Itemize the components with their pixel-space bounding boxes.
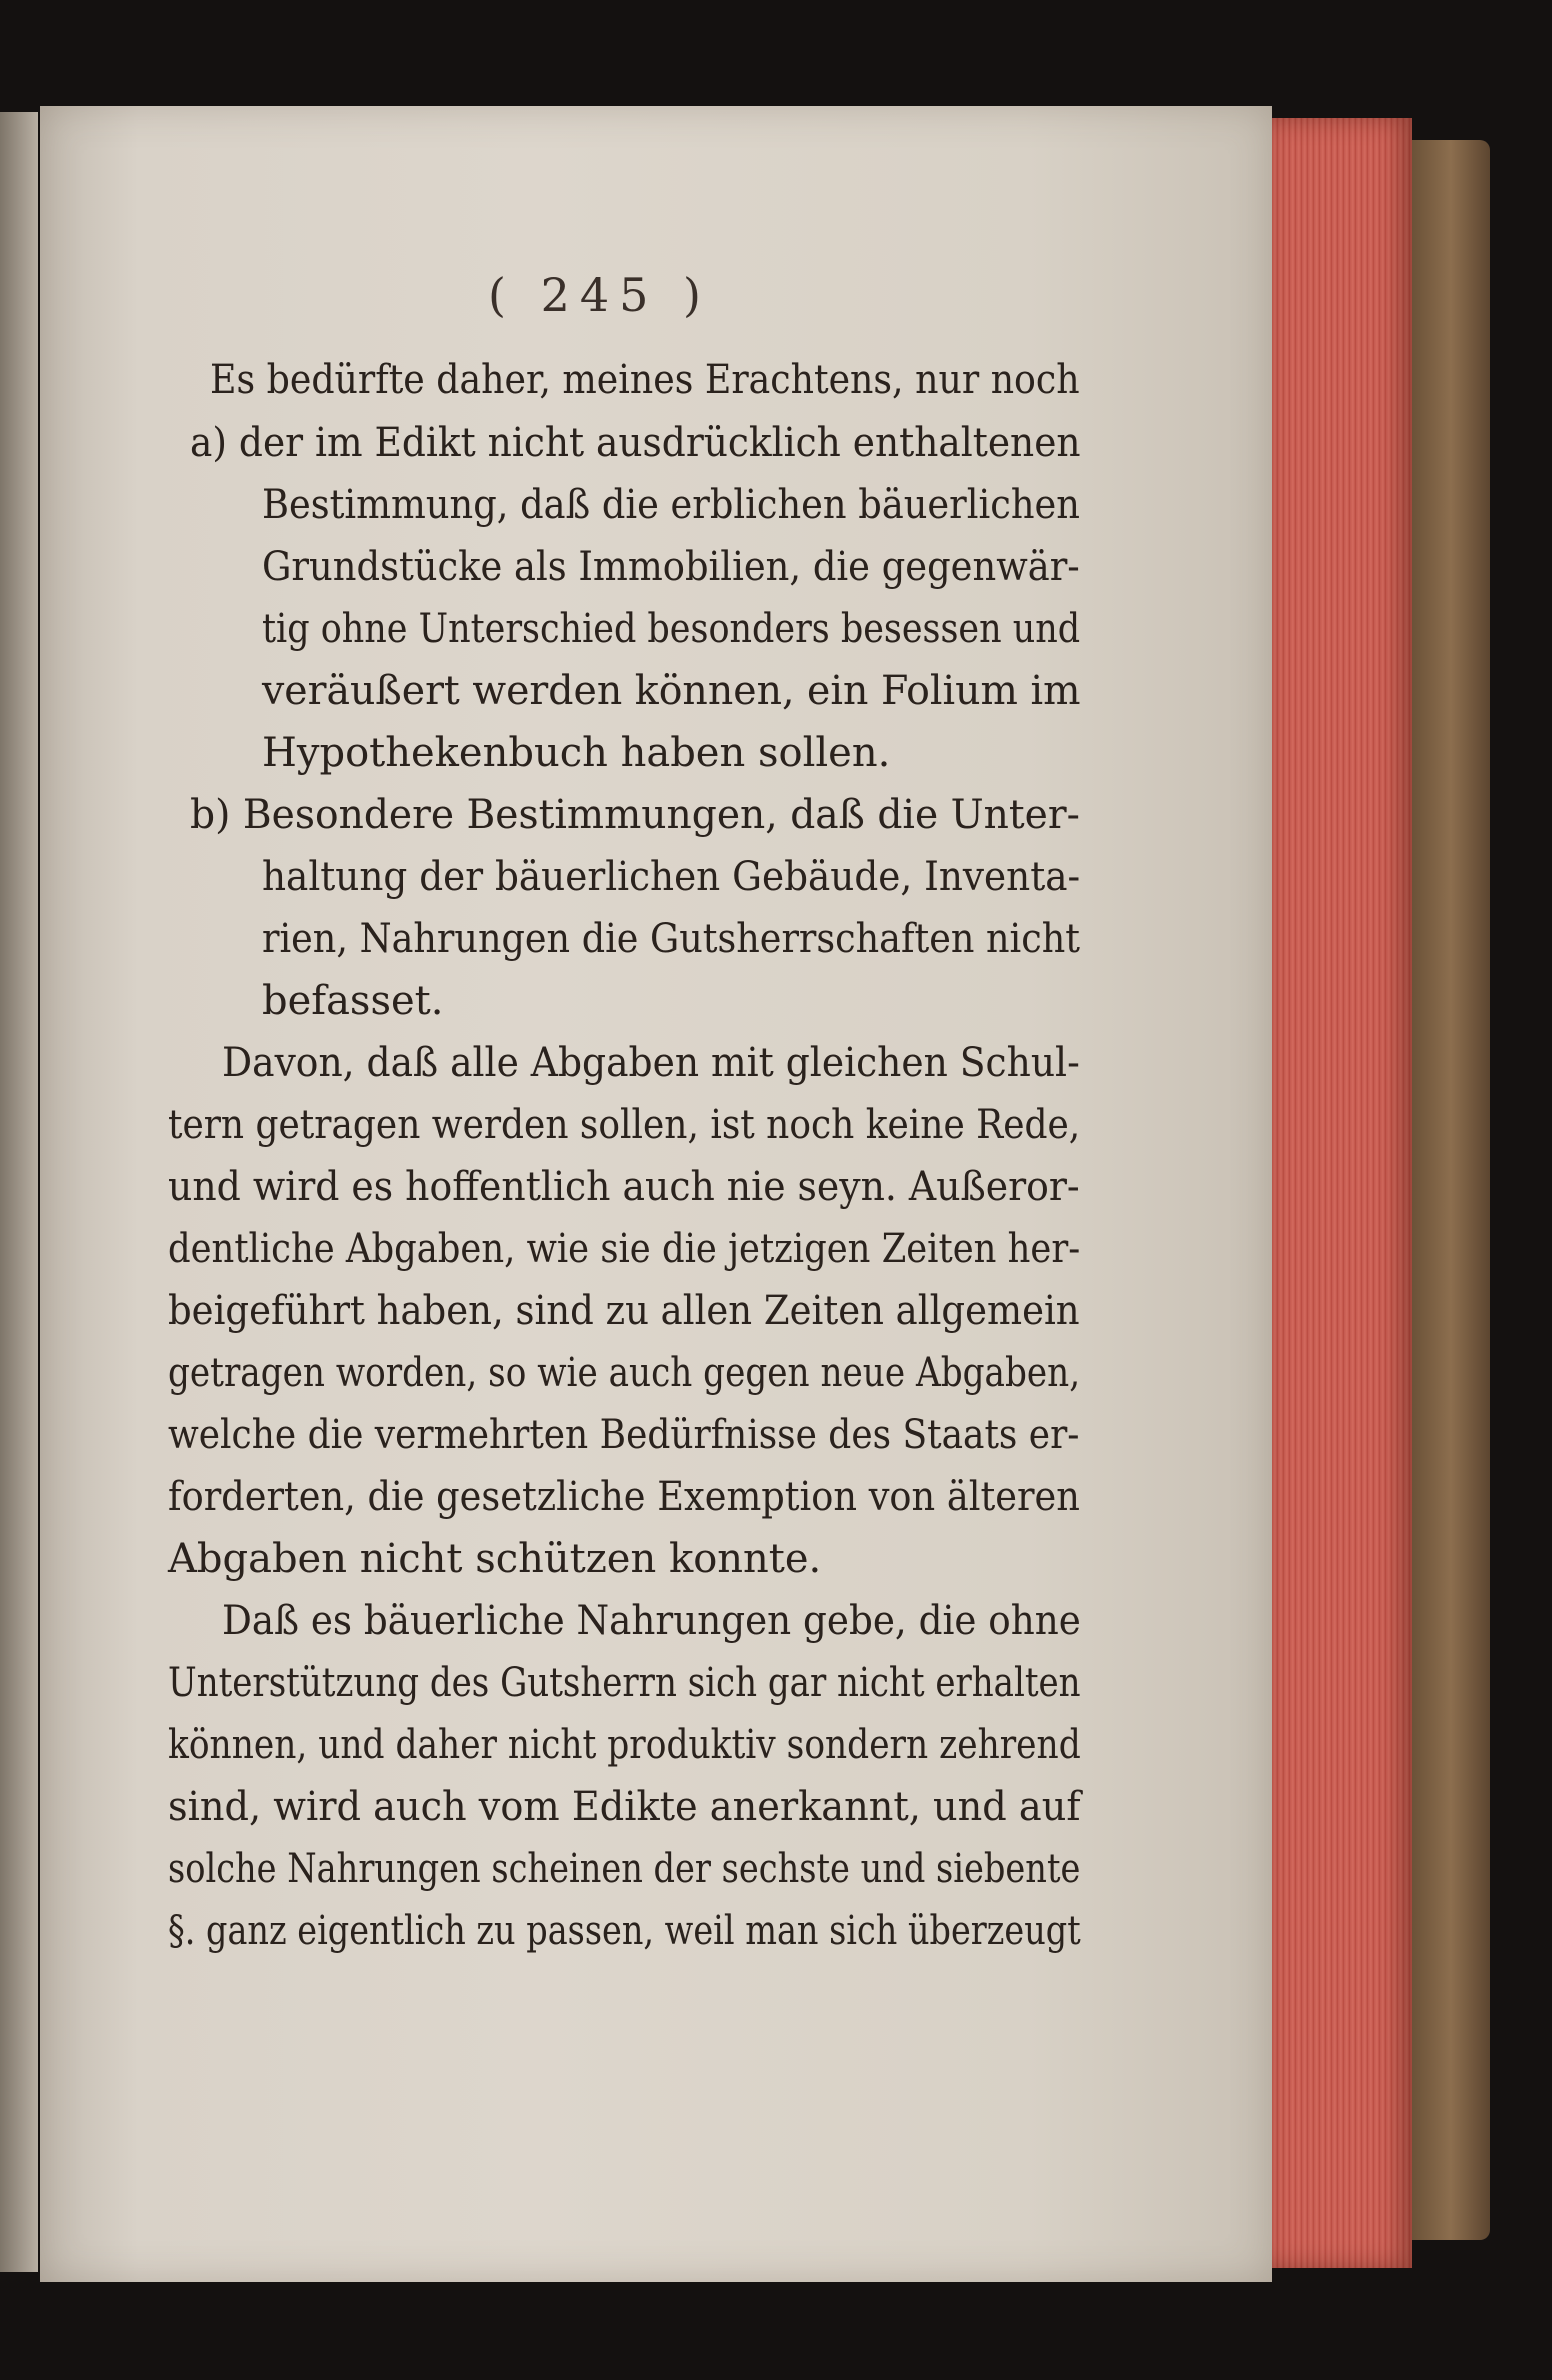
text-line: Abgaben nicht schützen konnte. [168,1536,822,1582]
text-line: können, und daher nicht produktiv sondern zehrend [168,1722,1081,1768]
facing-page-edge [0,112,38,2272]
text-line: haltung der bäuerlichen Gebäude, Inventa- [262,854,1081,900]
text-line: veräußert werden können, ein Folium im [262,668,1081,714]
text-line: Hypothekenbuch haben sollen. [262,730,891,776]
text-line: solche Nahrungen scheinen der sechste und siebente [168,1846,1081,1892]
text-line: und wird es hoffentlich auch nie seyn. Außeror- [168,1164,1080,1210]
text-line: tig ohne Unterschied besonders besessen und [262,606,1081,652]
text-line: welche die vermehrten Bedürfnisse des Staats er- [168,1412,1080,1458]
text-line: rien, Nahrungen die Gutsherrschaften nicht [262,916,1080,962]
text-line: dentliche Abgaben, wie sie die jetzigen Zeiten her- [168,1226,1081,1272]
text-line: Daß es bäuerliche Nahrungen gebe, die ohne [222,1598,1081,1644]
page-number: ( 245 ) [488,268,711,322]
text-line: sind, wird auch vom Edikte anerkannt, und auf [168,1784,1081,1830]
text-line: forderten, die gesetzliche Exemption von älteren [168,1474,1080,1520]
text-line: b) Besondere Bestimmungen, daß die Unter- [190,792,1080,838]
page-edges [1272,118,1412,2268]
text-line: tern getragen werden sollen, ist noch keine Rede, [168,1102,1081,1148]
text-line: getragen worden, so wie auch gegen neue Abgaben, [168,1350,1081,1396]
text-line: Davon, daß alle Abgaben mit gleichen Schul- [222,1040,1080,1086]
text-line: Grundstücke als Immobilien, die gegenwär- [262,544,1080,590]
text-line: Es bedürfte daher, meines Erachtens, nur noch [210,357,1080,403]
text-line: a) der im Edikt nicht ausdrücklich enthaltenen [190,420,1081,466]
text-line: befasset. [262,978,444,1024]
text-line: Bestimmung, daß die erblichen bäuerlichen [262,482,1080,528]
text-line: Unterstützung des Gutsherrn sich gar nicht erhalten [168,1660,1081,1706]
text-line: beigeführt haben, sind zu allen Zeiten allgemein [168,1288,1080,1334]
book-cover [1412,140,1490,2240]
text-line: §. ganz eigentlich zu passen, weil man sich überzeugt [168,1908,1081,1954]
